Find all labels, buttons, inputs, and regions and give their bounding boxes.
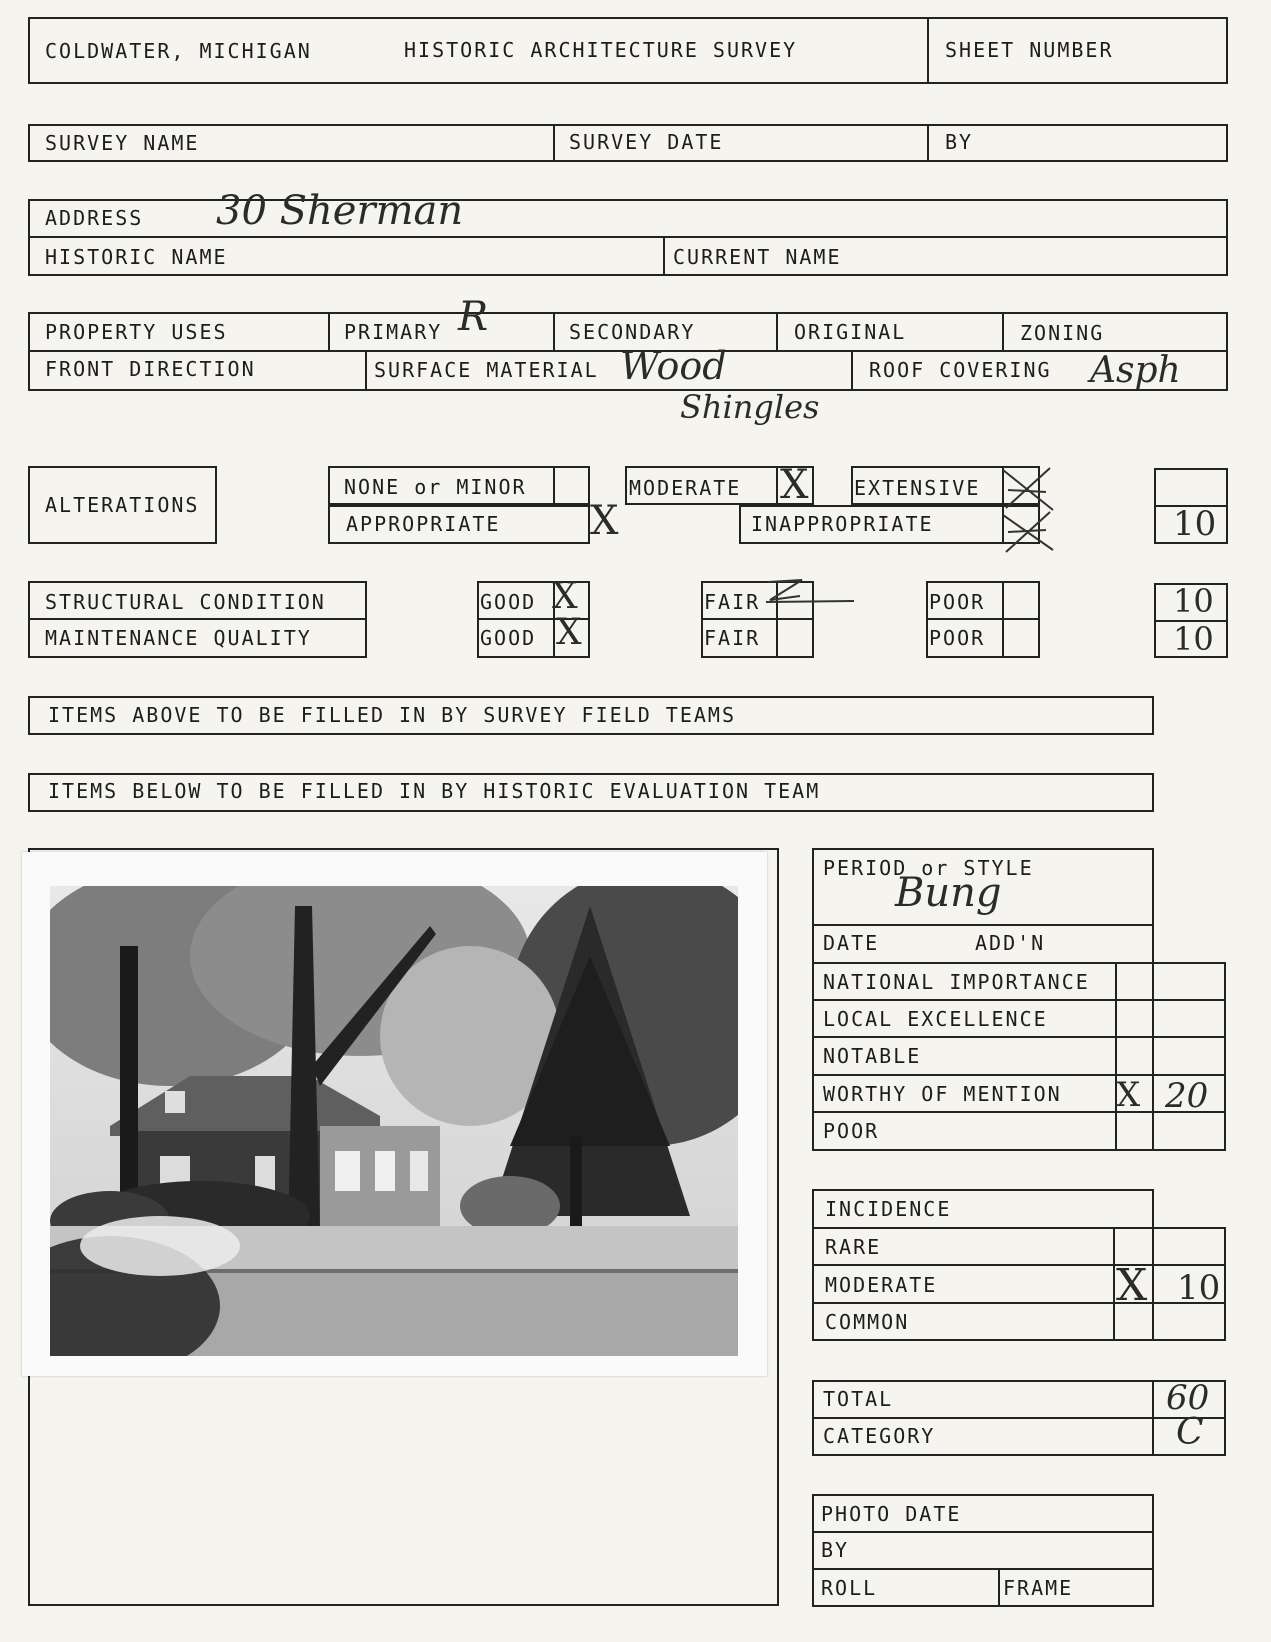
worthy-of-mention-label: WORTHY OF MENTION bbox=[823, 1082, 1062, 1106]
maintenance-poor-label: POOR bbox=[929, 626, 986, 650]
front-direction-label: FRONT DIRECTION bbox=[45, 357, 256, 381]
zoning-label: ZONING bbox=[1020, 321, 1105, 345]
date-label: DATE bbox=[823, 931, 880, 955]
incidence-moderate-label: MODERATE bbox=[825, 1273, 938, 1297]
appropriate-mark: X bbox=[590, 498, 619, 544]
property-uses-label: PROPERTY USES bbox=[45, 320, 228, 344]
note-below: ITEMS BELOW TO BE FILLED IN BY HISTORIC EVALUATION TEAM bbox=[48, 779, 821, 803]
primary-label: PRIMARY bbox=[344, 320, 443, 344]
moderate-label: MODERATE bbox=[629, 476, 742, 500]
total-label: TOTAL bbox=[823, 1387, 894, 1411]
primary-value: R bbox=[458, 294, 489, 340]
structural-good-mark: X bbox=[552, 576, 578, 617]
sheet-number-label: SHEET NUMBER bbox=[945, 38, 1114, 62]
maintenance-good-mark: X bbox=[556, 612, 582, 653]
photo-by-label: BY bbox=[821, 1538, 850, 1562]
frame-label: FRAME bbox=[1003, 1576, 1074, 1600]
category-value: C bbox=[1176, 1412, 1204, 1453]
appropriate-label: APPROPRIATE bbox=[346, 512, 501, 536]
roof-covering-value: Asph bbox=[1090, 350, 1181, 391]
national-importance-label: NATIONAL IMPORTANCE bbox=[823, 970, 1090, 994]
survey-by-label: BY bbox=[945, 130, 974, 154]
worthy-score: 20 bbox=[1165, 1076, 1209, 1116]
city-label: COLDWATER, MICHIGAN bbox=[45, 39, 312, 63]
address-label: ADDRESS bbox=[45, 206, 144, 230]
structural-good-label: GOOD bbox=[480, 590, 537, 614]
historic-name-label: HISTORIC NAME bbox=[45, 245, 228, 269]
structural-fair-label: FAIR bbox=[704, 590, 761, 614]
note-above: ITEMS ABOVE TO BE FILLED IN BY SURVEY FIELD TEAMS bbox=[48, 703, 737, 727]
structural-poor-label: POOR bbox=[929, 590, 986, 614]
category-label: CATEGORY bbox=[823, 1424, 936, 1448]
extensive-label: EXTENSIVE bbox=[854, 476, 981, 500]
survey-date-label: SURVEY DATE bbox=[569, 130, 724, 154]
house-photo-icon bbox=[50, 886, 738, 1356]
alterations-label: ALTERATIONS bbox=[45, 493, 200, 517]
address-value: 30 Sherman bbox=[216, 188, 464, 234]
none-minor-label: NONE or MINOR bbox=[344, 475, 527, 499]
current-name-label: CURRENT NAME bbox=[673, 245, 842, 269]
secondary-label: SECONDARY bbox=[569, 320, 696, 344]
surface-material-value: Wood bbox=[620, 344, 727, 388]
rare-label: RARE bbox=[825, 1235, 882, 1259]
roof-covering-label: ROOF COVERING bbox=[869, 358, 1052, 382]
strike-mark-icon bbox=[762, 574, 857, 609]
incidence-label: INCIDENCE bbox=[825, 1197, 952, 1221]
addn-label: ADD'N bbox=[975, 931, 1046, 955]
surface-material-value-2: Shingles bbox=[680, 388, 820, 426]
incidence-moderate-mark: X bbox=[1116, 1260, 1148, 1311]
structural-condition-label: STRUCTURAL CONDITION bbox=[45, 590, 326, 614]
scribble-icon bbox=[998, 460, 1058, 555]
surface-material-label: SURFACE MATERIAL bbox=[374, 358, 599, 382]
notable-label: NOTABLE bbox=[823, 1044, 922, 1068]
form-title: HISTORIC ARCHITECTURE SURVEY bbox=[404, 38, 798, 62]
period-style-label: PERIOD or STYLE bbox=[823, 856, 1034, 880]
alterations-score: 10 bbox=[1173, 504, 1217, 544]
original-label: ORIGINAL bbox=[794, 320, 907, 344]
inappropriate-label: INAPPROPRIATE bbox=[751, 512, 934, 536]
eval-poor-label: POOR bbox=[823, 1119, 880, 1143]
maintenance-quality-label: MAINTENANCE QUALITY bbox=[45, 626, 312, 650]
maintenance-good-label: GOOD bbox=[480, 626, 537, 650]
period-style-value: Bung bbox=[895, 870, 1002, 916]
survey-name-label: SURVEY NAME bbox=[45, 131, 200, 155]
roll-label: ROLL bbox=[821, 1576, 878, 1600]
photo-date-label: PHOTO DATE bbox=[821, 1502, 962, 1526]
common-label: COMMON bbox=[825, 1310, 910, 1334]
moderate-mark: X bbox=[780, 462, 809, 508]
local-excellence-label: LOCAL EXCELLENCE bbox=[823, 1007, 1048, 1031]
total-value: 60 bbox=[1166, 1378, 1210, 1418]
worthy-mark: X bbox=[1116, 1075, 1141, 1115]
maintenance-score: 10 bbox=[1173, 620, 1214, 658]
structural-score: 10 bbox=[1173, 582, 1214, 620]
house-photo bbox=[22, 852, 767, 1376]
maintenance-fair-label: FAIR bbox=[704, 626, 761, 650]
incidence-moderate-score: 10 bbox=[1177, 1268, 1221, 1308]
